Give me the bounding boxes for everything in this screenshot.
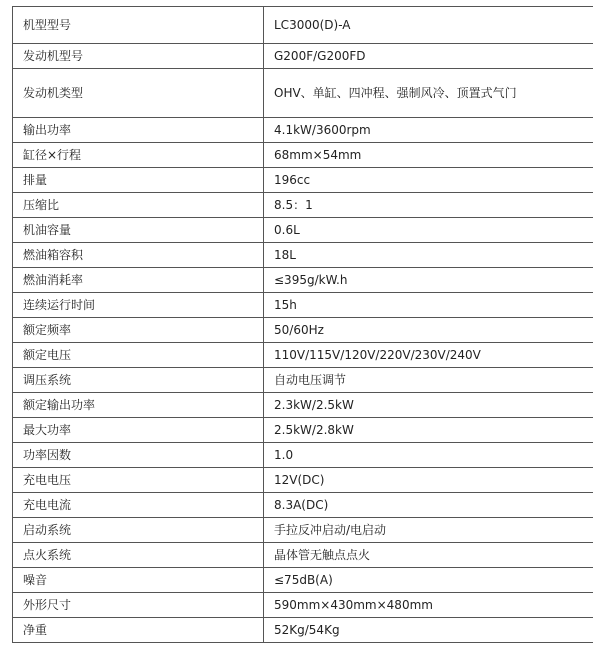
spec-label: 噪音 bbox=[13, 568, 264, 593]
table-row bbox=[13, 443, 593, 468]
spec-label: 充电电压 bbox=[13, 468, 264, 493]
table-row bbox=[13, 243, 593, 268]
spec-value: 8.5：1 bbox=[264, 193, 593, 218]
table-row bbox=[13, 543, 593, 568]
spec-value: 1.0 bbox=[264, 443, 593, 468]
spec-value: 15h bbox=[264, 293, 593, 318]
spec-value: 196cc bbox=[264, 168, 593, 193]
spec-value: 4.1kW/3600rpm bbox=[264, 118, 593, 143]
spec-value: 自动电压调节 bbox=[264, 368, 593, 393]
spec-label: 功率因数 bbox=[13, 443, 264, 468]
spec-value: 18L bbox=[264, 243, 593, 268]
spec-value: ≤75dB(A) bbox=[264, 568, 593, 593]
spec-label: 额定输出功率 bbox=[13, 393, 264, 418]
spec-label: 压缩比 bbox=[13, 193, 264, 218]
spec-label: 额定电压 bbox=[13, 343, 264, 368]
spec-value: 晶体管无触点点火 bbox=[264, 543, 593, 568]
spec-label: 燃油消耗率 bbox=[13, 268, 264, 293]
table-row bbox=[13, 44, 593, 69]
table-row bbox=[13, 118, 593, 143]
table-row bbox=[13, 168, 593, 193]
spec-label: 排量 bbox=[13, 168, 264, 193]
spec-label: 发动机型号 bbox=[13, 44, 264, 69]
spec-value: 2.5kW/2.8kW bbox=[264, 418, 593, 443]
table-row bbox=[13, 618, 593, 643]
spec-value: 12V(DC) bbox=[264, 468, 593, 493]
spec-value: 68mm×54mm bbox=[264, 143, 593, 168]
table-row bbox=[13, 7, 593, 44]
table-row bbox=[13, 468, 593, 493]
table-row bbox=[13, 193, 593, 218]
spec-value: 50/60Hz bbox=[264, 318, 593, 343]
spec-label: 燃油箱容积 bbox=[13, 243, 264, 268]
spec-label: 连续运行时间 bbox=[13, 293, 264, 318]
spec-label: 充电电流 bbox=[13, 493, 264, 518]
spec-value: OHV、单缸、四冲程、强制风冷、顶置式气门 bbox=[264, 69, 593, 118]
table-row bbox=[13, 368, 593, 393]
spec-value: 52Kg/54Kg bbox=[264, 618, 593, 643]
table-row bbox=[13, 69, 593, 118]
spec-label: 外形尺寸 bbox=[13, 593, 264, 618]
spec-label: 机油容量 bbox=[13, 218, 264, 243]
spec-label: 额定频率 bbox=[13, 318, 264, 343]
table-row bbox=[13, 268, 593, 293]
spec-label: 发动机类型 bbox=[13, 69, 264, 118]
spec-value: ≤395g/kW.h bbox=[264, 268, 593, 293]
table-row bbox=[13, 493, 593, 518]
spec-value: 手拉反冲启动/电启动 bbox=[264, 518, 593, 543]
spec-value: LC3000(D)-A bbox=[264, 7, 593, 44]
spec-table bbox=[12, 6, 593, 643]
spec-value: 0.6L bbox=[264, 218, 593, 243]
spec-value: 590mm×430mm×480mm bbox=[264, 593, 593, 618]
spec-value: 2.3kW/2.5kW bbox=[264, 393, 593, 418]
table-row bbox=[13, 218, 593, 243]
spec-value: 8.3A(DC) bbox=[264, 493, 593, 518]
table-row bbox=[13, 318, 593, 343]
spec-label: 净重 bbox=[13, 618, 264, 643]
spec-label: 调压系统 bbox=[13, 368, 264, 393]
table-row bbox=[13, 518, 593, 543]
table-row bbox=[13, 593, 593, 618]
table-row bbox=[13, 418, 593, 443]
spec-label: 启动系统 bbox=[13, 518, 264, 543]
spec-label: 机型型号 bbox=[13, 7, 264, 44]
table-row bbox=[13, 143, 593, 168]
spec-label: 最大功率 bbox=[13, 418, 264, 443]
spec-value: 110V/115V/120V/220V/230V/240V bbox=[264, 343, 593, 368]
table-row bbox=[13, 393, 593, 418]
table-row bbox=[13, 343, 593, 368]
spec-label: 点火系统 bbox=[13, 543, 264, 568]
table-row bbox=[13, 568, 593, 593]
spec-label: 缸径×行程 bbox=[13, 143, 264, 168]
table-row bbox=[13, 293, 593, 318]
spec-value: G200F/G200FD bbox=[264, 44, 593, 69]
spec-label: 输出功率 bbox=[13, 118, 264, 143]
